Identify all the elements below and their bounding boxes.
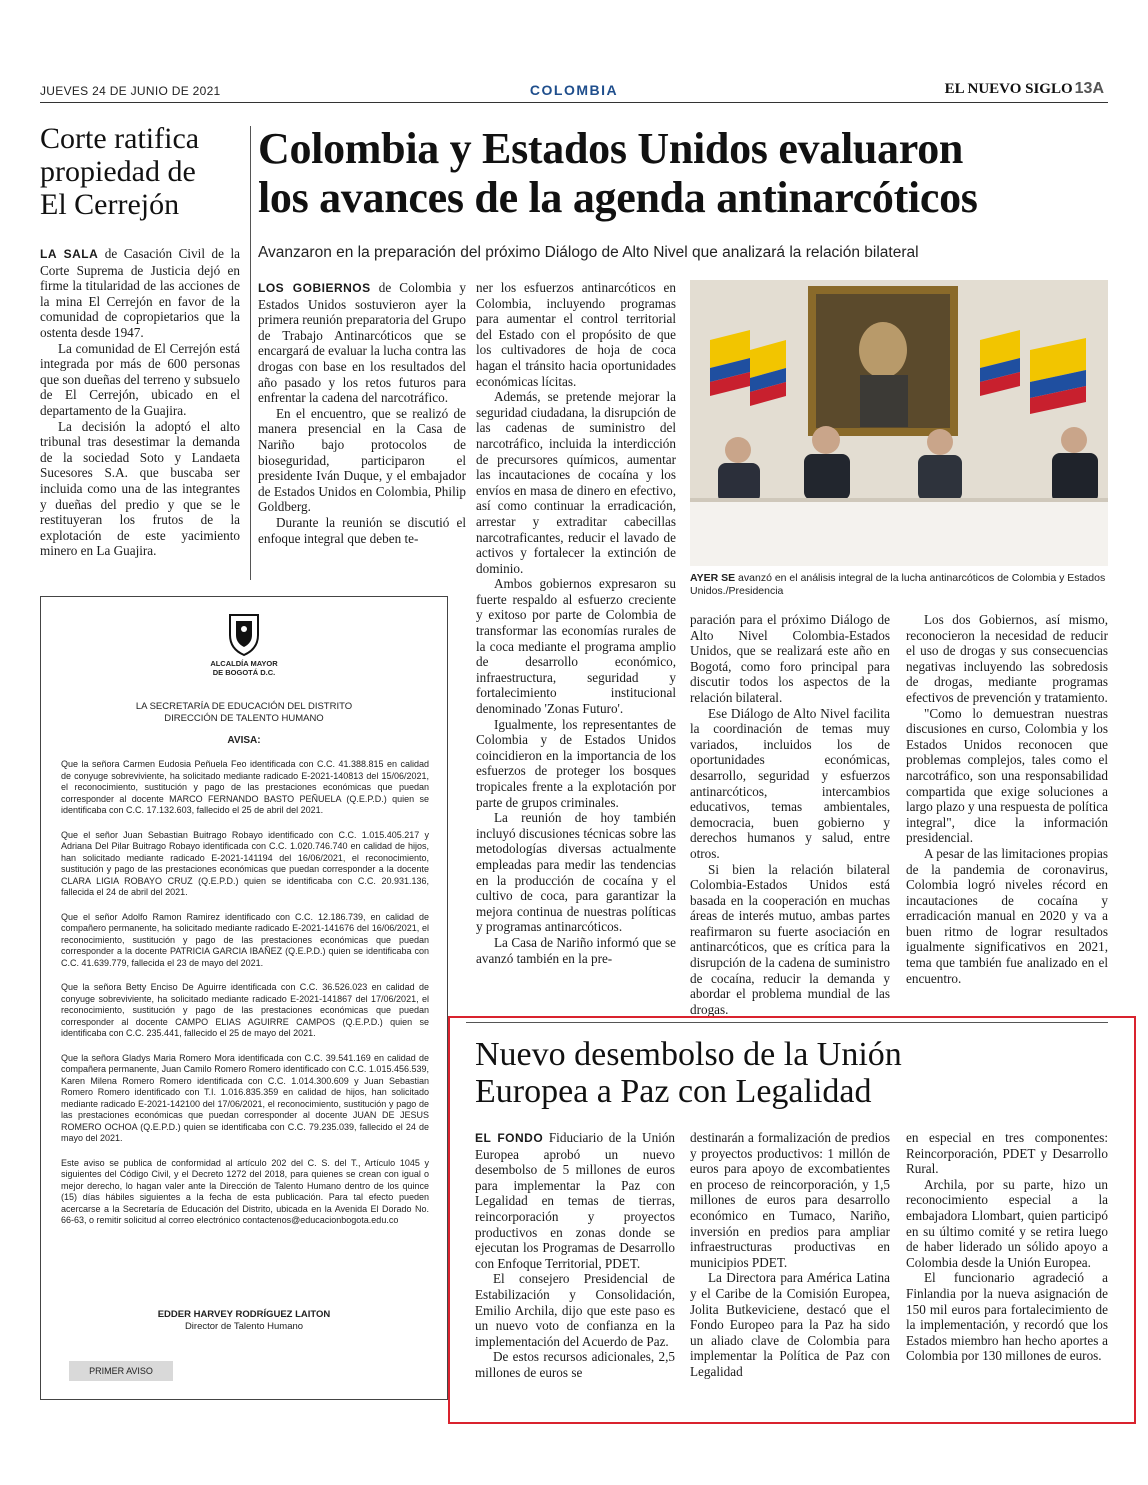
cerrejon-title-line: El Cerrejón — [40, 188, 180, 221]
paragraph: "Como lo demuestran nuestras discusiones en curso, Colombia y los Estados Unidos reconocen que problemas complejos, tales como el narcotráfico, son una responsabilidad compartida que exige soluciones a largo plazo y una respuesta de política integral", dice la información presidencial. — [906, 705, 1108, 846]
ue-col-3 — [906, 1130, 1108, 1364]
notice-paragraph: Que el señor Juan Sebastian Buitrago Robayo identificado con C.C. 1.015.405.217 y Adriana Del Pilar Buitrago Robayo identificada con C.C. 1.020.746.740 en calidad de hijos, han solicitado mediante radicado E-2021-141194 del 16/06/2021, el reconocimiento, sustitución y pago de las prestaciones económicas que puedan corresponder a la docente CLARA LIGIA ROBAYO CRUZ (Q.E.P.D.) quien se identificaba con C.C. 20.931.136, fallecida el 24 de abril del 2021. — [61, 829, 429, 897]
alcaldia-logo-text — [41, 659, 447, 677]
lead-caps: LA SALA — [40, 247, 99, 261]
ue-col-1 — [475, 1130, 675, 1381]
notice-paragraph: Que la señora Carmen Eudosia Peñuela Feo identificada con C.C. 41.388.815 en calidad de conyuge sobreviviente, ha solicitado mediante radicado E-2021-140813 del 15/06/2021, el reconocimiento, sustitución y pago de las prestaciones económicas que puedan corresponder al docente MARCO FERNANDO BASTO PEÑUELA (Q.E.P.D.) quien se identificaba con C.C. 17.132.603, fallecido el 25 de abril del 2021. — [61, 759, 429, 815]
notice-signature — [41, 1309, 447, 1333]
paragraph: de Colombia y Estados Unidos sostuvieron ayer la primera reunión preparatoria del Grupo de Trabajo Antinarcóticos que se encargará de evaluar la lucha contra las drogas con base en los resultados del año pasado y los retos futuros para enfrentar la cadena del narcotráfico. — [258, 280, 467, 406]
main-col-1 — [258, 280, 466, 546]
paragraph: La decisión la adoptó el alto tribunal tras desestimar la demanda de la sociedad Soto y Landaeta Sucesores S.A. que buscaba ser incluida como una de las integrantes y dueñas del predio y que se le restituyeran los frutos de la explotación de este yacimiento minero en La Guajira. — [40, 418, 240, 559]
paragraph: Durante la reunión se discutió el enfoque integral que deben te- — [258, 514, 466, 546]
paragraph: La Casa de Nariño informó que se avanzó también en la pre- — [476, 934, 676, 966]
paragraph: Ambos gobiernos expresaron su fuerte respaldo al esfuerzo creciente y exitoso por parte de Colombia de transformar las economías rurales de la coca mediante el programa amplio de desarrollo económico, infraestructura, seguridad y fortalecimiento institucional denominado 'Zonas Futuro'. — [476, 576, 676, 717]
lead-caps: LOS GOBIERNOS — [258, 281, 371, 295]
paragraph: Además, se pretende mejorar la seguridad ciudadana, la disrupción de las cadenas de suministro del narcotráfico, incluida la interdicción de precursores químicos, aumentar las incautaciones de cocaína y los envíos en masa de dinero en efectivo, así como continuar la erradicación, arrestar y extraditar cabecillas narcotraficantes, reducir el lavado de activos y fortalecer la extinción de dominio. — [476, 389, 676, 576]
newspaper-brand — [945, 80, 1104, 98]
paragraph: Los dos Gobiernos, así mismo, reconocieron la necesidad de reducir el uso de drogas y sus consecuencias negativas incluyendo las sobredosis de drogas, mediante programas efectivos de prevención y tratamiento. — [906, 612, 1108, 705]
paragraph: La Directora para América Latina y el Caribe de la Comisión Europea, Jolita Butkeviciene, destacó que el Fondo Europeo para la Paz ha sido un aliado clave de Colombia para implementar la Política de Paz con Legalidad — [690, 1270, 890, 1379]
ue-headline — [475, 1036, 1115, 1110]
signer-name: EDDER HARVEY RODRÍGUEZ LAITON — [157, 1309, 331, 1320]
logo-line: DE BOGOTÁ D.C. — [212, 668, 276, 677]
cerrejon-body — [40, 246, 240, 559]
notice-paragraph: Este aviso se publica de conformidad al artículo 202 del C. S. del T., Artículo 1045 y siguientes del Código Civil, y el Decreto 1272 del 2018, para quienes se crean con igual o mejor derecho, lo hagan valer ante la Dirección de Talento Humano dentro de los quince (15) días hábiles siguientes a la fecha de esta publicación. Para tal efecto pueden acercarse a la Secretaría de Educación del Distrito, ubicada en la Avenida El Dorado No. 66-63, o remitir solicitud al correo electrónico contactenos@educacionbogota.edu.co — [61, 1157, 429, 1225]
caption-caps: AYER SE — [690, 572, 736, 584]
paragraph: La comunidad de El Cerrejón está integrada por más de 600 personas que son dueñas del terreno y subsuelo de El Cerrejón, ubicado en el departamento de la Guajira. — [40, 340, 240, 418]
main-col-4 — [906, 612, 1108, 986]
paragraph: Si bien la relación bilateral Colombia-Estados Unidos está basada en la cooperación en muchas áreas de interés mutuo, ambas partes reafirmaron su fuerte asociación en antinarcóticos, que es crítica para la disrupción de la cadena de suministro de cocaína, reducir la demanda y abordar el problema mundial de las drogas. — [690, 861, 890, 1017]
paragraph: El consejero Presidencial de Estabilización y Consolidación, Emilio Archila, dijo que este paso es un nuevo voto de confianza en la implementación del Acuerdo de Paz. — [475, 1271, 675, 1349]
main-subhead: Avanzaron en la preparación del próximo Diálogo de Alto Nivel que analizará la relación bilateral — [258, 244, 919, 261]
cerrejon-title-line: propiedad de — [40, 155, 196, 188]
section-name: COLOMBIA — [529, 82, 619, 98]
masthead-rule — [40, 102, 1108, 103]
brand-name: EL NUEVO SIGLO — [944, 81, 1073, 97]
caption-text: avanzó en el análisis integral de la lucha antinarcóticos de Colombia y Estados Unidos./Presidencia — [690, 572, 1106, 597]
paragraph: Igualmente, los representantes de Colombia y de Estados Unidos coincidieron en la importancia de los esfuerzos de proteger los bosques tropicales frente a la explotación por parte de grupos criminales. — [476, 716, 676, 810]
page-number: 13A — [1074, 80, 1104, 97]
legal-notice — [40, 596, 448, 1400]
news-photo — [690, 280, 1108, 566]
cerrejon-title-line: Corte ratifica — [40, 122, 200, 155]
notice-paragraph: Que la señora Betty Enciso De Aguirre identificada con C.C. 36.526.023 en calidad de conyuge sobreviviente, ha solicitado mediante radicado E-2021-141867 del 17/06/2021, el reconocimiento, sustitución y pago de las prestaciones económicas que puedan corresponder al docente CAMPO ELIAS AGUIRRE CAMPOS (Q.E.P.D.) quien se identificaba con C.C. 235.441, fallecido el 25 de mayo del 2021. — [61, 982, 429, 1038]
paragraph: A pesar de las limitaciones propias de la pandemia de coronavirus, Colombia logró niveles récord en incautaciones de cocaína y erradicación manual en 2020 y va a buen ritmo de lograr resultados igualmente significativos en 2021, tema que también fue analizado en el encuentro. — [906, 845, 1108, 986]
ue-headline-line: Nuevo desembolso de la Unión — [475, 1036, 902, 1073]
article-rule — [466, 1022, 1108, 1023]
paragraph: El funcionario agradeció a Finlandia por la nueva asignación de 150 mil euros para fortalecimiento de la implementación, y recordó que los Estados miembro han hecho aportes a Colombia por 130 millones de euros. — [906, 1270, 1108, 1364]
coat-of-arms-icon — [224, 611, 264, 657]
notice-paragraph: Que la señora Gladys Maria Romero Mora identificada con C.C. 39.541.169 en calidad de compañera permanente, Juan Camilo Romero Romero identificado con C.C. 1.015.456.539, Karen Milena Romero Romero identificada con C.C. 1.014.300.609 y Juan Sebastian Romero Romero identificado con T.I. 1.016.835.359 en calidad de hijos, han solicitado mediante radicado E-2021-142100 del 17/06/2021, el reconocimiento, sustitución y pago de las prestaciones económicas que puedan corresponder al docente JUAN DE JESUS ROMERO OCHOA (Q.E.P.D.) quien se identificaba con C.C. 79.235.039, fallecido el 24 de mayo del 2021. — [61, 1052, 429, 1143]
column-rule — [250, 126, 251, 580]
notice-paragraph: Que el señor Adolfo Ramon Ramirez identificado con C.C. 12.186.739, en calidad de compañero permanente, ha solicitado mediante radicado E-2021-141676 del 16/06/2021, el reconocimiento, sustitución y pago de las prestaciones económicas que puedan corresponder a la docente PATRICIA GARCIA IBAÑEZ (Q.E.P.D.) quien se identificaba con C.C. 41.639.779, fallecida el 23 de mayo del 2021. — [61, 911, 429, 968]
main-headline-line: Colombia y Estados Unidos evaluaron — [258, 124, 964, 173]
notice-org — [41, 701, 447, 725]
signer-title: Director de Talento Humano — [184, 1321, 304, 1332]
paragraph: En el encuentro, que se realizó de manera presencial en la Casa de Nariño bajo protocolos de bioseguridad, participaron el presidente Iván Duque, y el embajador de Estados Unidos en Colombia, Philip Goldberg. — [258, 405, 466, 515]
main-headline — [258, 124, 1108, 222]
cerrejon-title — [40, 122, 240, 221]
main-headline-line: los avances de la agenda antinarcóticos — [258, 173, 978, 222]
notice-body — [61, 759, 429, 1227]
meeting-photo-illustration — [690, 280, 1108, 566]
edition-date: JUEVES 24 DE JUNIO DE 2021 — [40, 84, 221, 98]
lead-caps: EL FONDO — [475, 1131, 544, 1145]
ue-headline-line: Europea a Paz con Legalidad — [475, 1073, 872, 1110]
logo-line: ALCALDÍA MAYOR — [210, 659, 278, 668]
paragraph: ner los esfuerzos antinarcóticos en Colombia, incluyendo programas para aumentar el control territorial del Estado con el propósito de que los cultivadores de hoja de coca hagan el tránsito hacia oportunidades económicas lícitas. — [476, 280, 676, 389]
paragraph: De estos recursos adicionales, 2,5 millones de euros se — [475, 1349, 675, 1380]
main-col-2 — [476, 280, 676, 966]
paragraph: paración para el próximo Diálogo de Alto Nivel Colombia-Estados Unidos, que se realizará este año en Bogotá, como foro principal para discutir todos los aspectos de la relación bilateral. — [690, 612, 890, 705]
paragraph: destinarán a formalización de predios y proyectos productivos: 1 millón de euros para apoyo de excombatientes en proceso de reincorporación, y 1,5 millones de euros para desarrollo económico en Tumaco, Nariño, inversión en predios para ampliar infraestructuras productivas en municipios PDET. — [690, 1130, 890, 1270]
first-notice-badge: PRIMER AVISO — [69, 1361, 173, 1381]
paragraph: Ese Diálogo de Alto Nivel facilita la coordinación de temas muy variados, incluidos los de oportunidades económicas, desarrollo, seguridad y esfuerzos antinarcóticos, intercambios educativos, temas ambientales, democracia, buen gobierno y derechos humanos y salud, entre otros. — [690, 705, 890, 861]
paragraph: Archila, por su parte, hizo un reconocimiento especial a la embajadora Llombart, quien participó en su último comité y se retira luego de haber liderado un sólido apoyo a Colombia desde la Unión Europea. — [906, 1176, 1108, 1270]
paragraph: Fiduciario de la Unión Europea aprobó un nuevo desembolso de 5 millones de euros para implementar la Paz con Legalidad en temas de tierras, reincorporación y proyectos productivos en zonas donde se ejecutan los Programas de Desarrollo con Enfoque Territorial, PDET. — [475, 1130, 676, 1271]
paragraph: en especial en tres componentes: Reincorporación, PDET y Desarrollo Rural. — [906, 1130, 1108, 1177]
paragraph: de Casación Civil de la Corte Suprema de Justicia dejó en firme la titularidad de las acciones de la mina El Cerrejón en favor de la comunidad de copropietarios que la ostenta desde 1947. — [40, 246, 240, 340]
photo-caption — [690, 572, 1108, 598]
org-line: DIRECCIÓN DE TALENTO HUMANO — [164, 713, 324, 724]
ue-col-2 — [690, 1130, 890, 1380]
main-col-3 — [690, 612, 890, 1017]
org-line: LA SECRETARÍA DE EDUCACIÓN DEL DISTRITO — [135, 701, 353, 712]
paragraph: La reunión de hoy también incluyó discusiones técnicas sobre las metodologías diversas actualmente empleadas para medir las tendencias en la producción de cocaína y el cultivo de coca, para garantizar la mejora continua de nuestras políticas y programas antinarcóticos. — [476, 810, 676, 935]
notice-title: AVISA: — [227, 735, 261, 746]
